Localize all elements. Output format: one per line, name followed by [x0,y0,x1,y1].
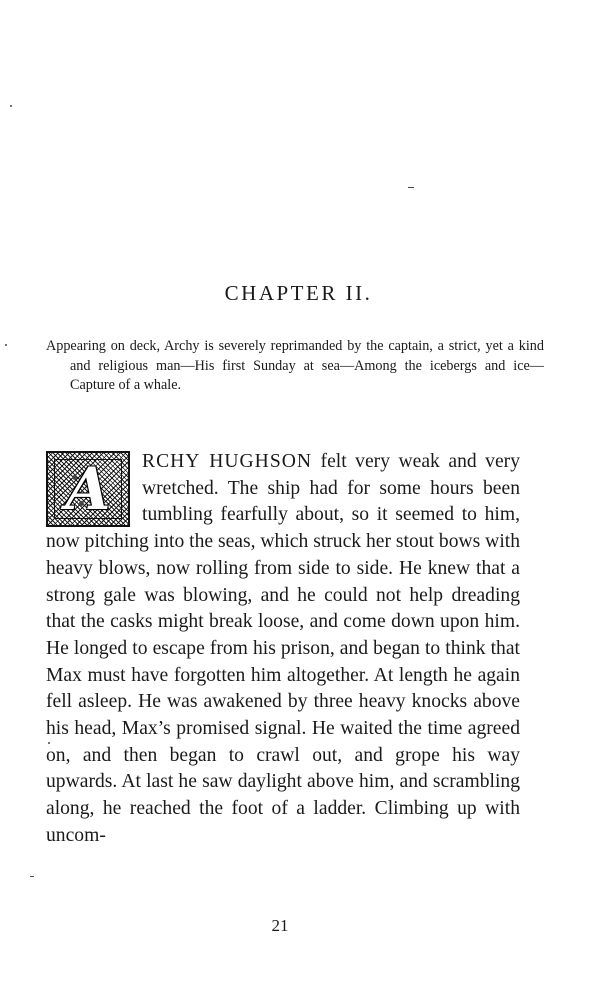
dropcap-ornament [54,455,122,523]
chapter-synopsis: Appearing on deck, Archy is severely reprimanded by the captain, a strict, yet a kind and religious man—His first Sunday at sea—Among the icebergs and ice—Capture of a whale. [46,338,544,394]
paper-speck [10,105,12,107]
paper-speck [30,876,34,877]
opening-caps: RCHY HUGHSON [142,451,313,472]
body-paragraph [46,449,520,850]
body-text: felt very weak and very wretched. The ship had for some hours been tumbling fearfully about, so it seemed to him, now pitching into the seas, which struck her stout bows with heavy blows, now rolling from side to side. He knew that a strong gale was blowing, and he could not help dreading that the casks might break loose, and come down upon him. He longed to escape from his prison, and began to think that Max must have forgotten him altogether. At length he again fell asleep. He was awakened by three heavy knocks above his head, Max’s promised signal. He waited the time agreed on, and then began to crawl out, and grope his way upwards. At last he saw daylight above him, and scrambling along, he reached the foot of a ladder. Climbing up with uncom- [46,451,521,846]
paper-speck [48,742,50,744]
paper-speck [5,344,7,346]
page-number: 21 [271,916,289,935]
ornamental-dropcap [46,451,130,527]
chapter-title: CHAPTER II. [224,281,373,305]
dropcap-letter: A [65,455,111,523]
paper-speck [408,187,414,188]
